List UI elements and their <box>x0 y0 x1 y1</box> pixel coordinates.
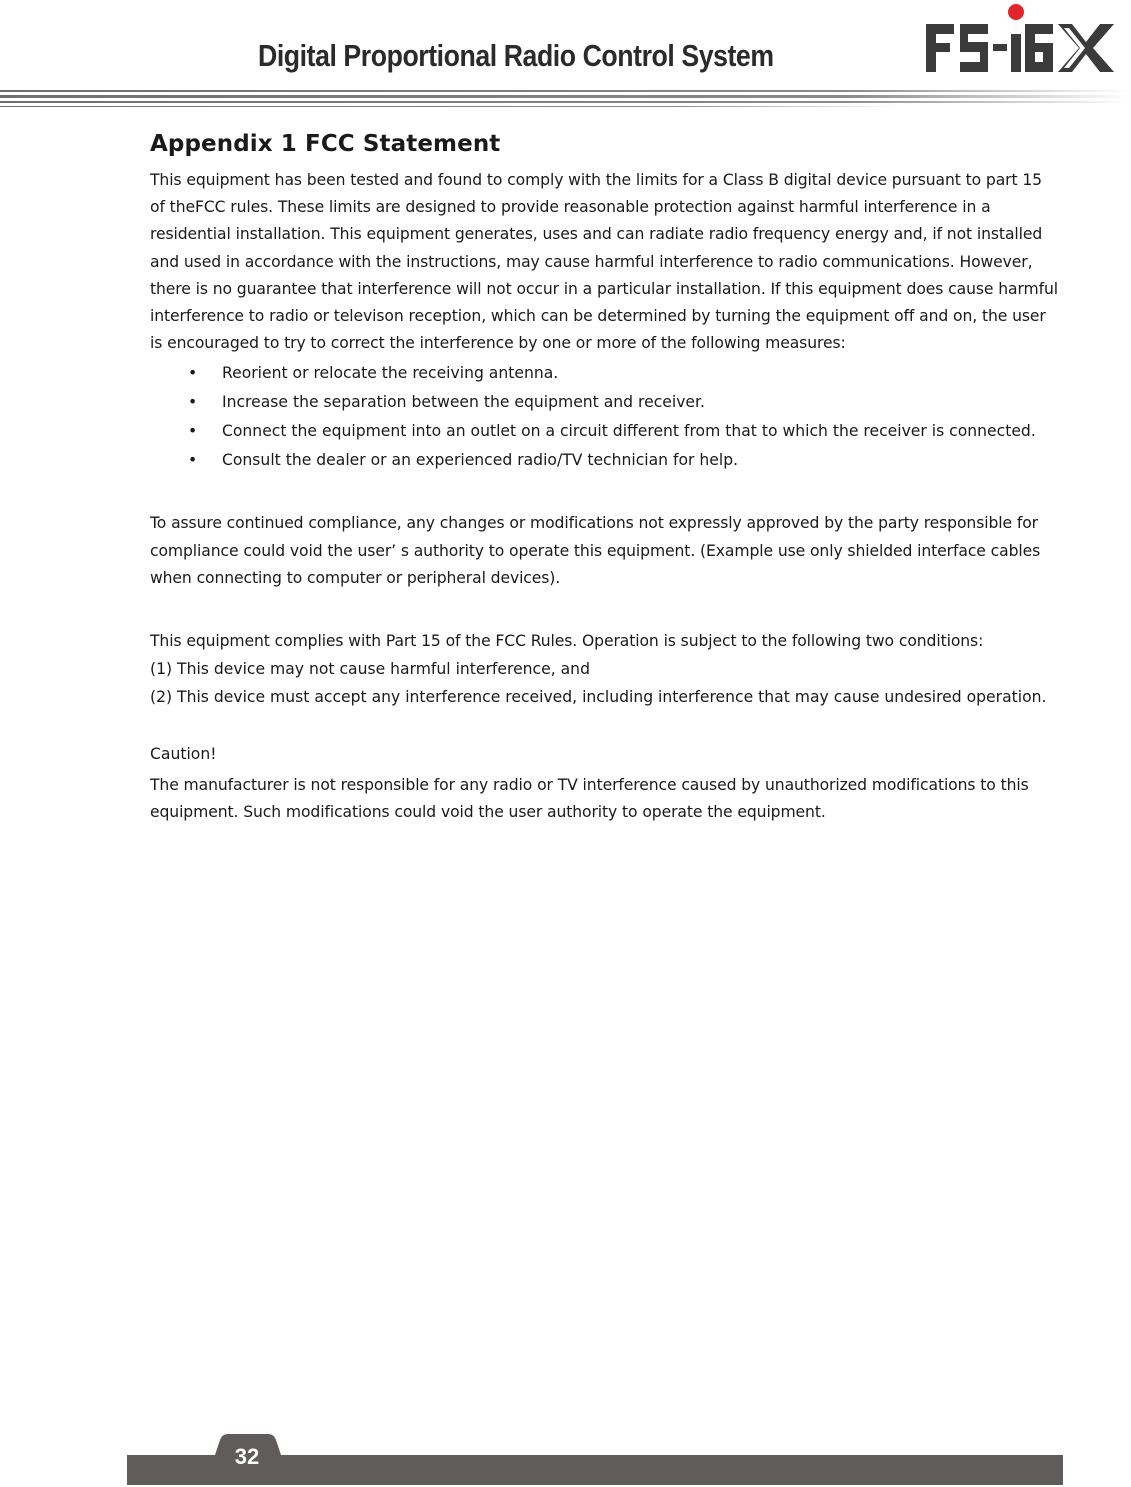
header-rule <box>0 88 1131 110</box>
conditions-list <box>150 659 1060 707</box>
list-item <box>150 450 1060 470</box>
logo-fs-text <box>926 24 1053 72</box>
brand-logo <box>924 0 1114 84</box>
list-item-text: Consult the dealer or an experienced radio/TV technician for help. <box>222 451 739 470</box>
bullet-icon: • <box>188 393 198 412</box>
caution-paragraph: The manufacturer is not responsible for any radio or TV interference caused by unauthorized modifications to this equipment. Such modifications could void the user authority to operate the equipment. <box>150 776 1029 822</box>
page-number: 32 <box>234 1444 260 1469</box>
condition-item: (2) This device must accept any interference received, including interference that may cause undesired operation. <box>150 688 1047 707</box>
list-item-text: Increase the separation between the equipment and receiver. <box>222 393 705 412</box>
intro-paragraph: This equipment has been tested and found to comply with the limits for a Class B digital device pursuant to part 15 of theFCC rules. These limits are designed to provide reasonable protection against harmful interference in a residential installation. This equipment generates, uses and can radiate radio frequency energy and, if not installed and used in accordance with the instructions, may cause harmful interference to radio communications. However, there is no guarantee that interference will not occur in a particular installation. If this equipment does cause harmful interference to radio or televison reception, which can be determined by turning the equipment off and on, the user is encouraged to try to correct the interference by one or more of the following measures: <box>150 171 1059 353</box>
page-content <box>150 131 1060 827</box>
list-item <box>150 421 1060 441</box>
header-title: Digital Proportional Radio Control System <box>258 38 774 73</box>
bullet-icon: • <box>188 364 198 383</box>
bullet-icon: • <box>188 422 198 441</box>
logo-x-mark <box>1058 24 1114 72</box>
list-item <box>150 392 1060 412</box>
measures-list <box>150 363 1060 470</box>
part15-paragraph: This equipment complies with Part 15 of the FCC Rules. Operation is subject to the following two conditions: <box>150 632 984 651</box>
bullet-icon: • <box>188 451 198 470</box>
logo-dot <box>1008 4 1024 20</box>
condition-item: (1) This device may not cause harmful interference, and <box>150 660 590 679</box>
caution-title: Caution! <box>150 745 217 764</box>
list-item-text: Connect the equipment into an outlet on a circuit different from that to which the receiver is connected. <box>222 422 1036 441</box>
list-item <box>150 363 1060 383</box>
list-item-text: Reorient or relocate the receiving antenna. <box>222 364 559 383</box>
section-heading: Appendix 1 FCC Statement <box>150 131 501 157</box>
compliance-paragraph: To assure continued compliance, any changes or modifications not expressly approved by the party responsible for compliance could void the user’ s authority to operate this equipment. (Example use only shielded interface cables when connecting to computer or peripheral devices). <box>150 514 1041 587</box>
